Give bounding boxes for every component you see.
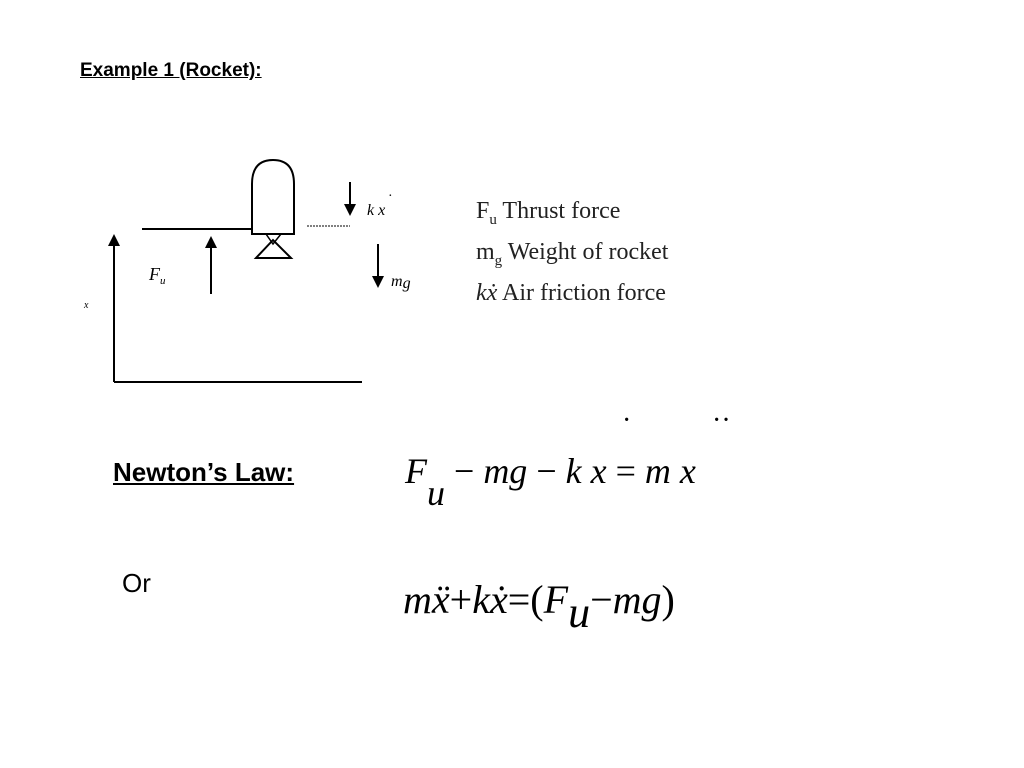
- label-mg: mg: [391, 273, 411, 292]
- rocket-body: [252, 160, 294, 234]
- page-title: Example 1 (Rocket):: [80, 60, 262, 81]
- equation1-dot-x: ·: [622, 405, 632, 436]
- rocket-nozzle: [266, 234, 281, 244]
- rocket-diagram: [70, 140, 450, 400]
- equation1-ddot-x: ··: [712, 405, 731, 436]
- or-label: Or: [122, 568, 151, 598]
- force-legend: [476, 195, 668, 309]
- legend-item-thrust: $F_u$ Thrust force: [476, 198, 621, 228]
- equation-newton: Fu − mg − k x = m x: [405, 451, 696, 513]
- legend-item-friction: kẋ Air friction force: [476, 279, 666, 306]
- label-x: x: [84, 300, 89, 311]
- label-kx-dot: ·: [388, 189, 393, 204]
- legend-item-weight: $m_g$ Weight of rocket: [476, 238, 669, 269]
- label-kx: k x: [367, 202, 386, 219]
- equation-rearranged: mẍ+kẋ=(Fu−mg): [403, 577, 675, 637]
- label-fu: $F_u$: [149, 264, 166, 287]
- newton-law-label: Newton’s Law:: [113, 457, 295, 487]
